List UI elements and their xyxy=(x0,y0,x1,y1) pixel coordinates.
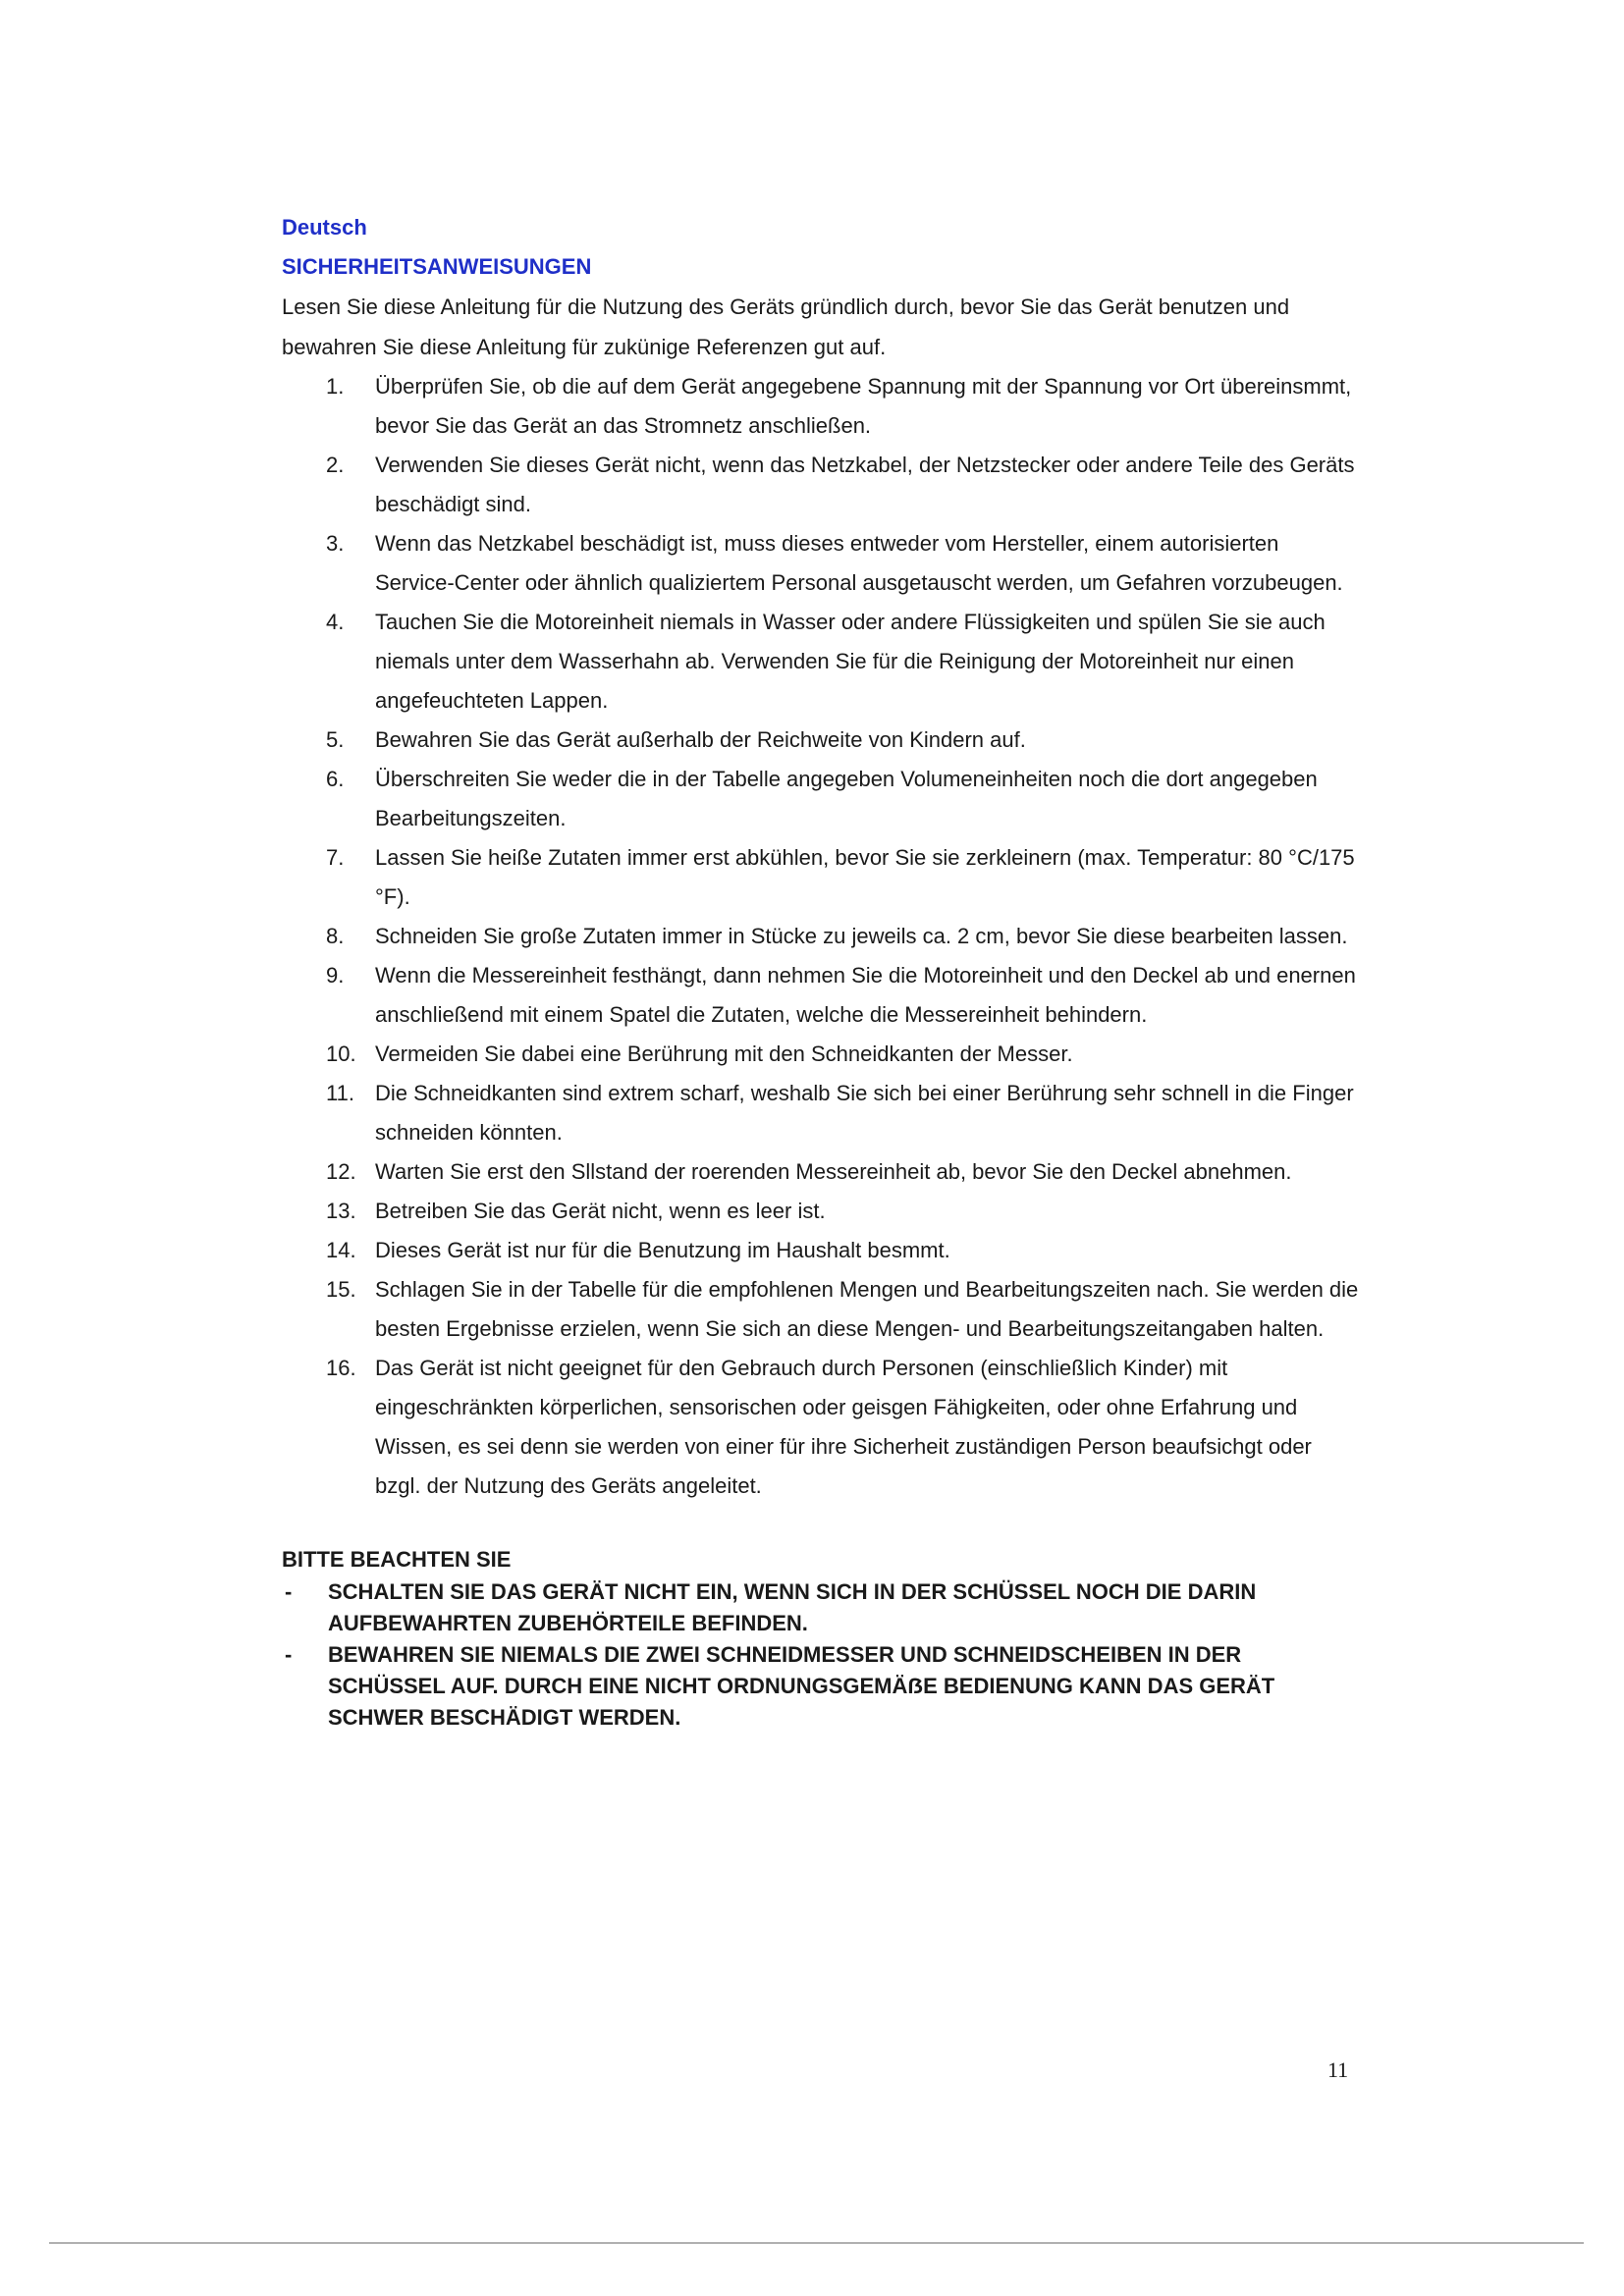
list-item-number: 6. xyxy=(326,767,345,791)
list-item-text: Wenn die Messereinheit festhängt, dann nehmen Sie die Motoreinheit und den Deckel ab und enernen anschließend mit einem Spatel die Zutaten, welche die Messereinheit behindern. xyxy=(375,963,1356,1027)
list-item-number: 8. xyxy=(326,924,345,948)
list-item-number: 1. xyxy=(326,374,345,399)
list-item xyxy=(282,721,1362,760)
list-item-text: Bewahren Sie das Gerät außerhalb der Reichweite von Kindern auf. xyxy=(375,727,1026,752)
note-item xyxy=(282,1576,1359,1639)
page-content xyxy=(282,208,1362,1734)
list-item-number: 13. xyxy=(326,1199,356,1223)
list-item xyxy=(282,838,1362,917)
note-item-text: BEWAHREN SIE NIEMALS DIE ZWEI SCHNEIDMESSER UND SCHNEIDSCHEIBEN IN DER SCHÜSSEL AUF. DURCH EINE NICHT ORDNUNGSGEMÄẞE BEDIENUNG KANN DAS GERÄT SCHWER BESCHÄDIGT WERDEN. xyxy=(328,1642,1275,1730)
note-block xyxy=(282,1543,1362,1734)
list-item xyxy=(282,1231,1362,1270)
list-item-number: 11. xyxy=(326,1081,354,1105)
list-item-number: 15. xyxy=(326,1277,356,1302)
list-item-number: 7. xyxy=(326,845,345,870)
list-item-number: 2. xyxy=(326,453,345,477)
list-item-text: Verwenden Sie dieses Gerät nicht, wenn das Netzkabel, der Netzstecker oder andere Teile des Geräts beschädigt sind. xyxy=(375,453,1355,516)
list-item xyxy=(282,917,1362,956)
list-item-text: Betreiben Sie das Gerät nicht, wenn es leer ist. xyxy=(375,1199,826,1223)
list-item xyxy=(282,956,1362,1035)
list-item-number: 4. xyxy=(326,610,345,634)
list-item-text: Warten Sie erst den Sllstand der roerenden Messereinheit ab, bevor Sie den Deckel abnehmen. xyxy=(375,1159,1292,1184)
note-item xyxy=(282,1639,1359,1734)
list-item xyxy=(282,603,1362,721)
list-item-text: Vermeiden Sie dabei eine Berührung mit den Schneidkanten der Messer. xyxy=(375,1041,1073,1066)
list-item-text: Das Gerät ist nicht geeignet für den Gebrauch durch Personen (einschließlich Kinder) mit eingeschränkten körperlichen, sensorischen oder geisgen Fähigkeiten, oder ohne Erfahrung und Wissen, es sei denn sie werden von einer für ihre Sicherheit zuständigen Person beaufsichgt oder bzgl. der Nutzung des Geräts angeleitet. xyxy=(375,1356,1312,1498)
note-heading: BITTE BEACHTEN SIE xyxy=(282,1547,512,1572)
footer-divider xyxy=(49,2242,1584,2244)
list-item xyxy=(282,1152,1362,1192)
list-item-text: Überschreiten Sie weder die in der Tabelle angegeben Volumeneinheiten noch die dort angegeben Bearbeitungszeiten. xyxy=(375,767,1318,830)
list-item-text: Wenn das Netzkabel beschädigt ist, muss dieses entweder vom Hersteller, einem autorisierten Service-Center oder ähnlich qualiziertem Personal ausgetauscht werden, um Gefahren vorzubeugen. xyxy=(375,531,1343,595)
list-item xyxy=(282,1035,1362,1074)
note-dash: - xyxy=(285,1579,293,1604)
note-item-text: SCHALTEN SIE DAS GERÄT NICHT EIN, WENN SICH IN DER SCHÜSSEL NOCH DIE DARIN AUFBEWAHRTEN ZUBEHÖRTEILE BEFINDEN. xyxy=(328,1579,1257,1635)
section-title: SICHERHEITSANWEISUNGEN xyxy=(282,254,592,279)
list-item-number: 12. xyxy=(326,1159,356,1184)
note-list xyxy=(282,1576,1362,1734)
list-item-number: 16. xyxy=(326,1356,356,1380)
safety-instructions-list xyxy=(282,367,1362,1506)
list-item-number: 10. xyxy=(326,1041,356,1066)
list-item xyxy=(282,1349,1362,1506)
list-item-number: 9. xyxy=(326,963,345,988)
list-item xyxy=(282,1192,1362,1231)
list-item-text: Die Schneidkanten sind extrem scharf, weshalb Sie sich bei einer Berührung sehr schnell in die Finger schneiden könnten. xyxy=(375,1081,1354,1145)
list-item-text: Lassen Sie heiße Zutaten immer erst abkühlen, bevor Sie sie zerkleinern (max. Temperatur: 80 °C/175 °F). xyxy=(375,845,1355,909)
list-item-text: Tauchen Sie die Motoreinheit niemals in Wasser oder andere Flüssigkeiten und spülen Sie sie auch niemals unter dem Wasserhahn ab. Verwenden Sie für die Reinigung der Motoreinheit nur einen angefeuchteten Lappen. xyxy=(375,610,1326,713)
note-dash: - xyxy=(285,1642,293,1667)
language-label: Deutsch xyxy=(282,215,367,240)
list-item xyxy=(282,1270,1362,1349)
list-item xyxy=(282,760,1362,838)
list-item-number: 14. xyxy=(326,1238,356,1262)
list-item-text: Schlagen Sie in der Tabelle für die empfohlenen Mengen und Bearbeitungszeiten nach. Sie werden die besten Ergebnisse erzielen, wenn Sie sich an diese Mengen- und Bearbeitungszeitangaben halten. xyxy=(375,1277,1359,1341)
intro-paragraph: Lesen Sie diese Anleitung für die Nutzung des Geräts gründlich durch, bevor Sie das Gerät benutzen und bewahren Sie diese Anleitung für zukünige Referenzen gut auf. xyxy=(282,294,1290,359)
list-item-text: Schneiden Sie große Zutaten immer in Stücke zu jeweils ca. 2 cm, bevor Sie diese bearbeiten lassen. xyxy=(375,924,1348,948)
list-item xyxy=(282,1074,1362,1152)
list-item xyxy=(282,446,1362,524)
list-item-text: Überprüfen Sie, ob die auf dem Gerät angegebene Spannung mit der Spannung vor Ort übereinsmmt, bevor Sie das Gerät an das Stromnetz anschließen. xyxy=(375,374,1352,438)
list-item-number: 5. xyxy=(326,727,345,752)
list-item-number: 3. xyxy=(326,531,345,556)
list-item xyxy=(282,367,1362,446)
list-item xyxy=(282,524,1362,603)
list-item-text: Dieses Gerät ist nur für die Benutzung im Haushalt besmmt. xyxy=(375,1238,950,1262)
page-number: 11 xyxy=(1327,2057,1349,2082)
